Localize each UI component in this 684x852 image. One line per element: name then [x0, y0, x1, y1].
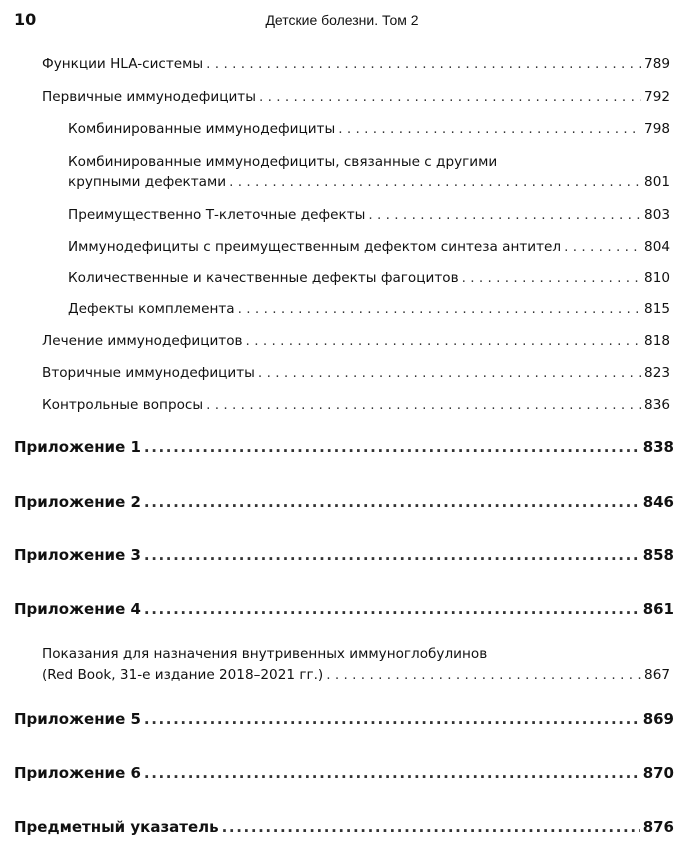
- toc-appendix-title: Предметный указатель: [14, 818, 219, 836]
- toc-entry-title: Преимущественно Т-клеточные дефекты: [68, 207, 366, 223]
- toc-appendix-page: 838: [642, 438, 674, 456]
- toc-appendix-2: [14, 493, 674, 511]
- toc-ivig-line1: Показания для назначения внутривенных иммуноглобулинов: [42, 646, 488, 662]
- leader-dots: [259, 89, 641, 105]
- toc-appendix-title: Приложение 4: [14, 600, 141, 618]
- toc-appendix-title: Приложение 5: [14, 710, 141, 728]
- leader-dots: [144, 764, 640, 782]
- toc-appendix-page: 861: [642, 600, 674, 618]
- toc-entry-hla: [42, 56, 670, 72]
- toc-appendix-5: [14, 710, 674, 728]
- toc-entry-page: 798: [644, 121, 670, 137]
- toc-entry-page: 836: [644, 397, 670, 413]
- toc-entry-t-cell: [68, 207, 670, 223]
- toc-entry-page: 823: [644, 365, 670, 381]
- toc-entry-page: 792: [644, 89, 670, 105]
- toc-entry-page: 810: [644, 270, 670, 286]
- toc-entry-title: (Red Book, 31-е издание 2018–2021 гг.): [42, 667, 324, 683]
- toc-entry-title: Вторичные иммунодефициты: [42, 365, 255, 381]
- page-header: [0, 0, 684, 40]
- toc-appendix-3: [14, 546, 674, 564]
- toc-entry-questions: [42, 397, 670, 413]
- toc-entry-page: 789: [644, 56, 670, 72]
- toc-entry-title: Контрольные вопросы: [42, 397, 204, 413]
- toc-entry-combined-other: [68, 174, 670, 190]
- toc-entry-title: Функции HLA-системы: [42, 56, 204, 72]
- toc-entry-secondary: [42, 365, 670, 381]
- toc-entry-title: Количественные и качественные дефекты фагоцитов: [68, 270, 459, 286]
- running-title: Детские болезни. Том 2: [265, 12, 419, 28]
- toc-appendix-title: Приложение 1: [14, 438, 141, 456]
- toc-subject-index: [14, 818, 674, 836]
- toc-entry-complement: [68, 301, 670, 317]
- toc-entry-title: Первичные иммунодефициты: [42, 89, 256, 105]
- toc-appendix-6: [14, 764, 674, 782]
- toc-appendix-page: 876: [642, 818, 674, 836]
- leader-dots: [368, 207, 641, 223]
- toc-entry-primary-immunodeficiency: [42, 89, 670, 105]
- toc-entry-page: 801: [644, 174, 670, 190]
- leader-dots: [144, 600, 640, 618]
- leader-dots: [564, 239, 641, 255]
- toc-appendix-1: [14, 438, 674, 456]
- leader-dots: [144, 493, 640, 511]
- toc-entry-combined: [68, 121, 670, 137]
- leader-dots: [144, 546, 640, 564]
- leader-dots: [258, 365, 641, 381]
- leader-dots: [326, 667, 641, 683]
- leader-dots: [144, 438, 640, 456]
- page-number: 10: [14, 10, 37, 29]
- toc-entry-combined-other-line1: Комбинированные иммунодефициты, связанные с другими: [68, 154, 498, 170]
- toc-entry-title: Комбинированные иммунодефициты: [68, 121, 336, 137]
- leader-dots: [238, 301, 641, 317]
- toc-entry-phagocyte: [68, 270, 670, 286]
- leader-dots: [206, 56, 641, 72]
- toc-appendix-title: Приложение 2: [14, 493, 141, 511]
- toc-entry-page: 867: [644, 667, 670, 683]
- toc-entry-title: Лечение иммунодефицитов: [42, 333, 243, 349]
- leader-dots: [462, 270, 641, 286]
- leader-dots: [246, 333, 642, 349]
- toc-appendix-page: 846: [642, 493, 674, 511]
- toc-entry-antibody: [68, 239, 670, 255]
- leader-dots: [144, 710, 640, 728]
- leader-dots: [338, 121, 641, 137]
- toc-appendix-4: [14, 600, 674, 618]
- toc-entry-page: 804: [644, 239, 670, 255]
- toc-appendix-title: Приложение 3: [14, 546, 141, 564]
- leader-dots: [222, 818, 640, 836]
- toc-entry-title: Дефекты комплемента: [68, 301, 235, 317]
- toc-entry-title: крупными дефектами: [68, 174, 227, 190]
- toc-entry-page: 803: [644, 207, 670, 223]
- toc-ivig: [42, 667, 670, 683]
- toc-appendix-title: Приложение 6: [14, 764, 141, 782]
- leader-dots: [229, 174, 641, 190]
- toc-appendix-page: 869: [642, 710, 674, 728]
- toc-entry-treatment: [42, 333, 670, 349]
- toc-appendix-page: 858: [642, 546, 674, 564]
- toc-entry-page: 815: [644, 301, 670, 317]
- toc-entry-title: Иммунодефициты с преимущественным дефектом синтеза антител: [68, 239, 562, 255]
- toc-appendix-page: 870: [642, 764, 674, 782]
- leader-dots: [206, 397, 641, 413]
- toc-entry-page: 818: [644, 333, 670, 349]
